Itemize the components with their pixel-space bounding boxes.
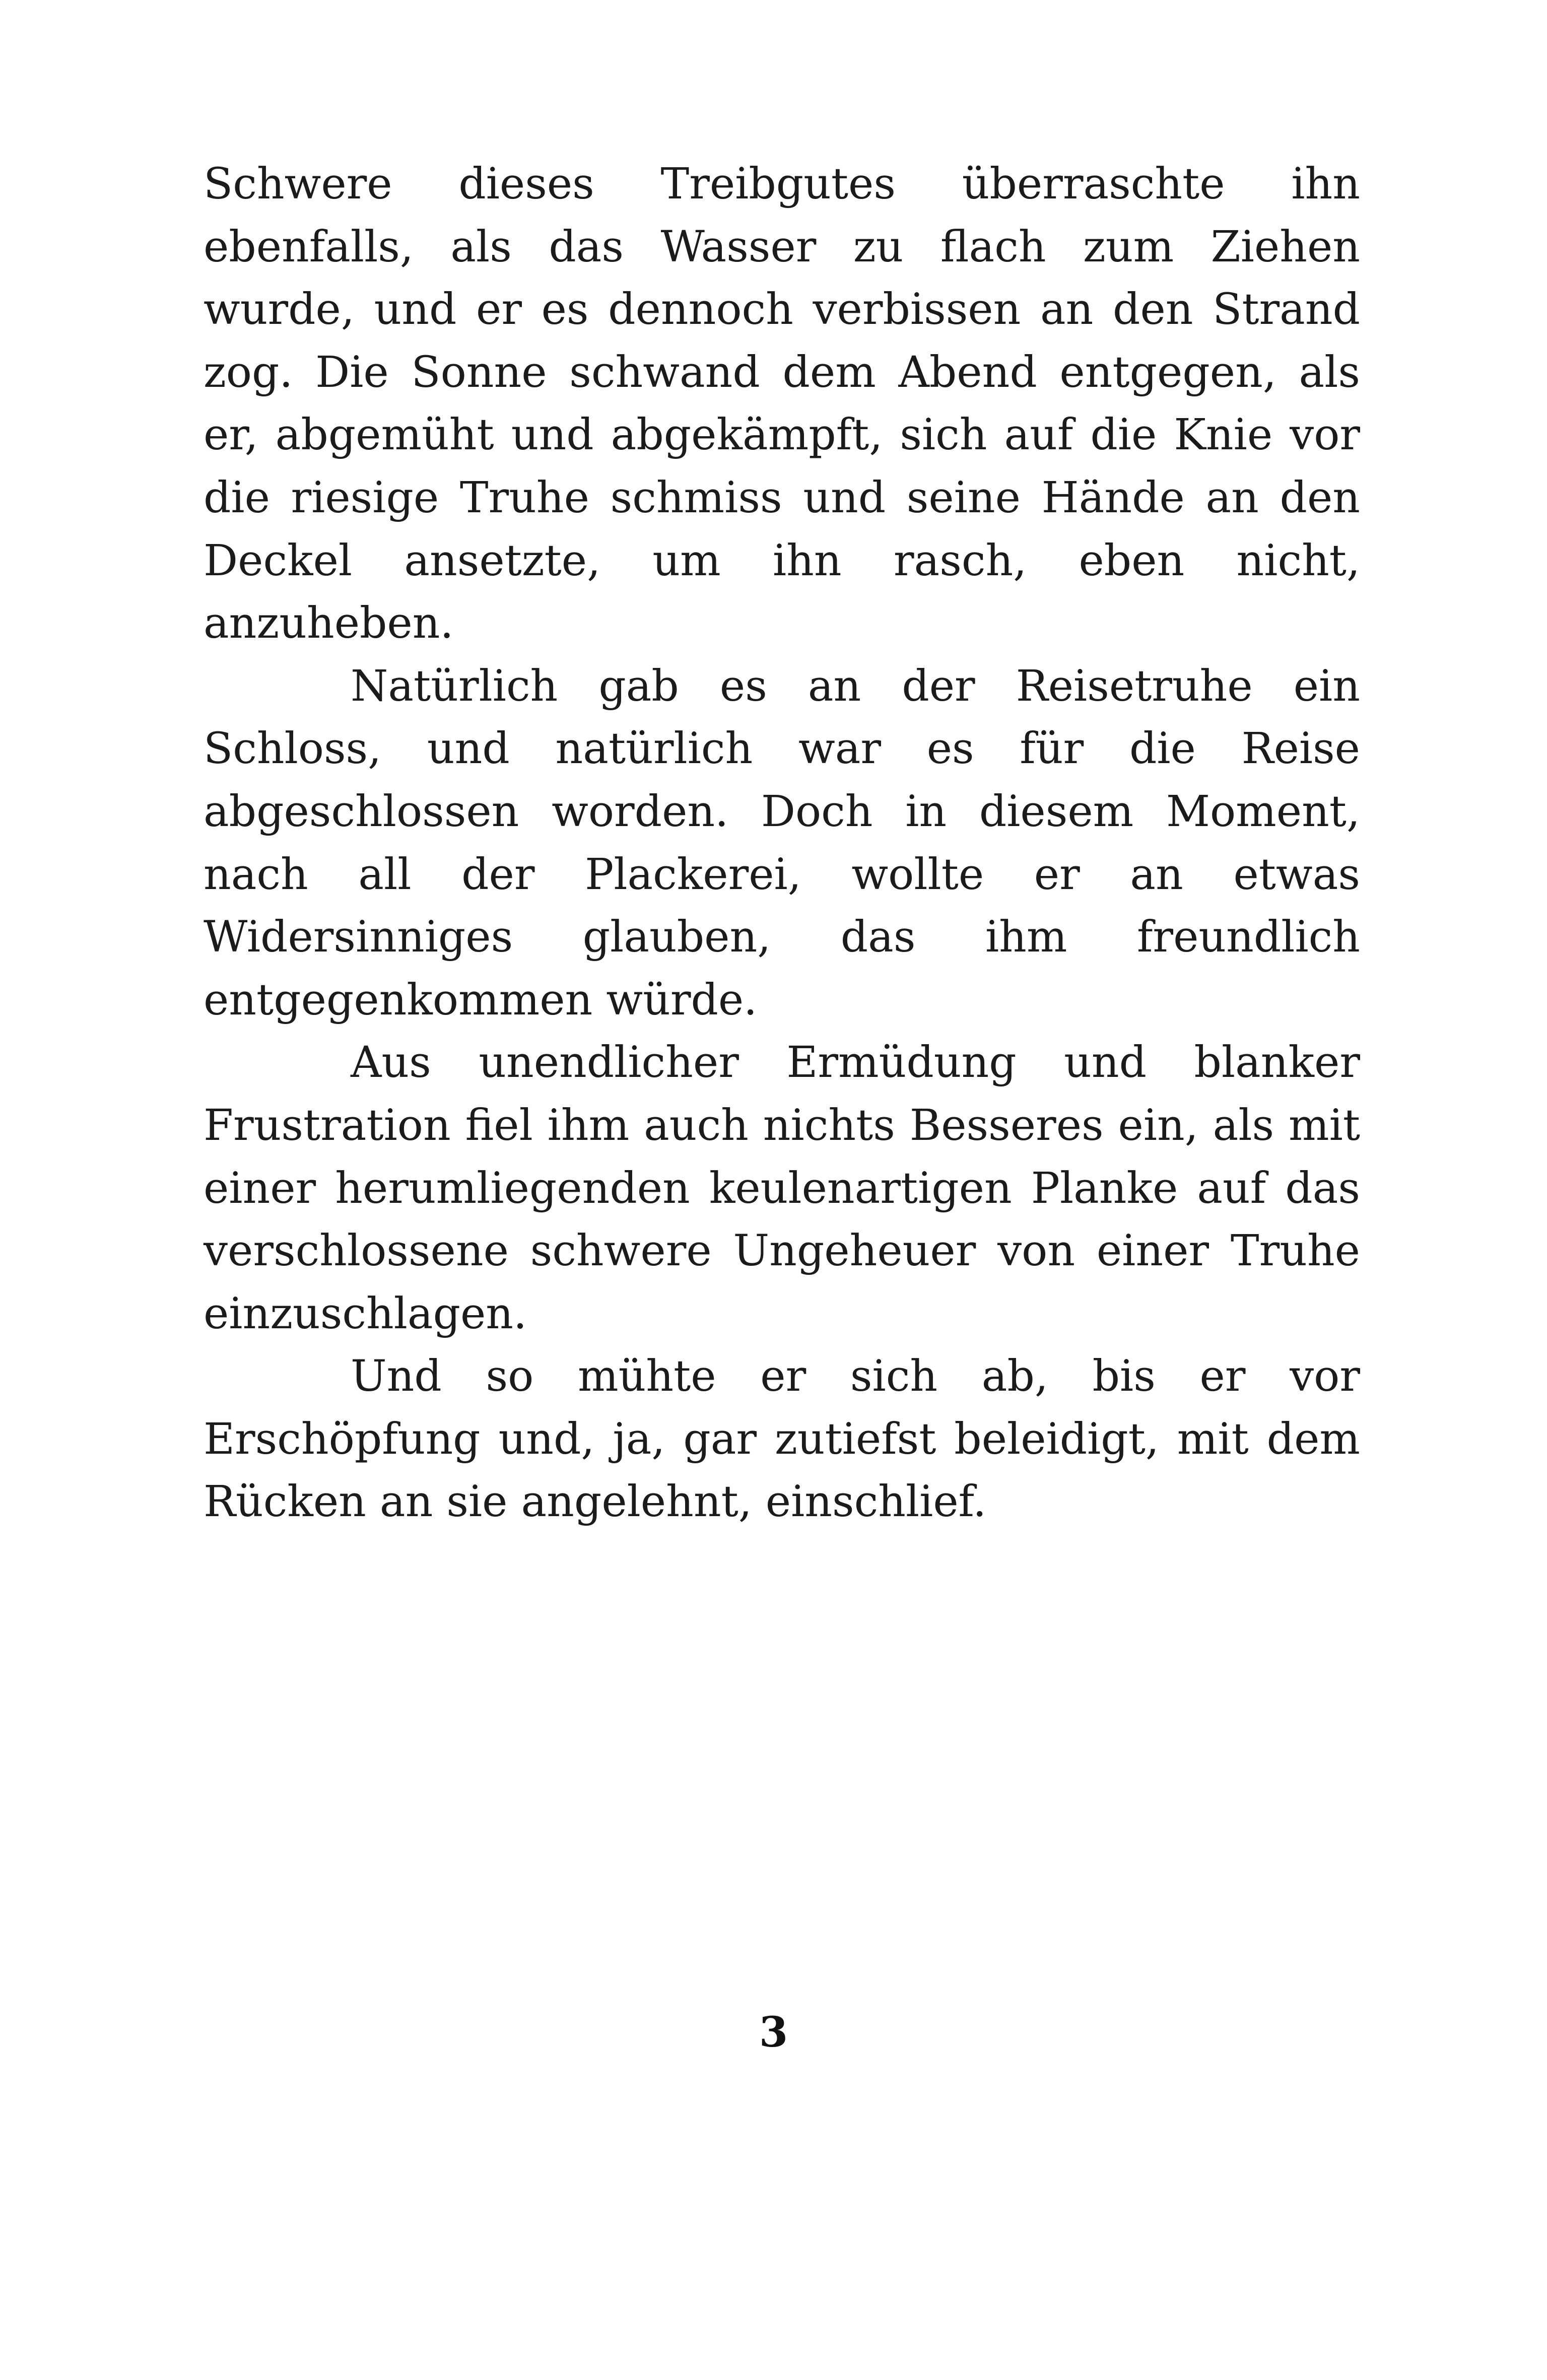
body-text (204, 153, 1360, 1534)
paragraph-3: Aus unendlicher Ermüdung und blanker Frustration fiel ihm auch nichts Besseres ein, als mit einer herumliegenden keulenartigen Planke auf das verschlossene schwere Ungeheuer von einer Truhe einzuschlagen. (204, 1038, 1360, 1339)
paragraph-1: Schwere dieses Treibgutes überraschte ihn ebenfalls, als das Wasser zu flach zum Ziehen wurde, und er es dennoch verbissen an den Strand zog. Die Sonne schwand dem Abend entgegen, als er, abgemüht und abgekämpft, sich auf die Knie vor die riesige Truhe schmiss und seine Hände an den Deckel ansetzte, um ihn rasch, eben nicht, anzuheben. (204, 159, 1360, 649)
paragraph-2: Natürlich gab es an der Reisetruhe ein Schloss, und natürlich war es für die Reise abgeschlossen worden. Doch in diesem Moment, nach all der Plackerei, wollte er an etwas Widersinniges glauben, das ihm freundlich entgegenkommen würde. (204, 661, 1360, 1025)
paragraph-4: Und so mühte er sich ab, bis er vor Erschöpfung und, ja, gar zutiefst beleidigt, mit dem Rücken an sie angelehnt, einschlief. (204, 1351, 1360, 1527)
page-number: 3 (759, 2008, 788, 2057)
